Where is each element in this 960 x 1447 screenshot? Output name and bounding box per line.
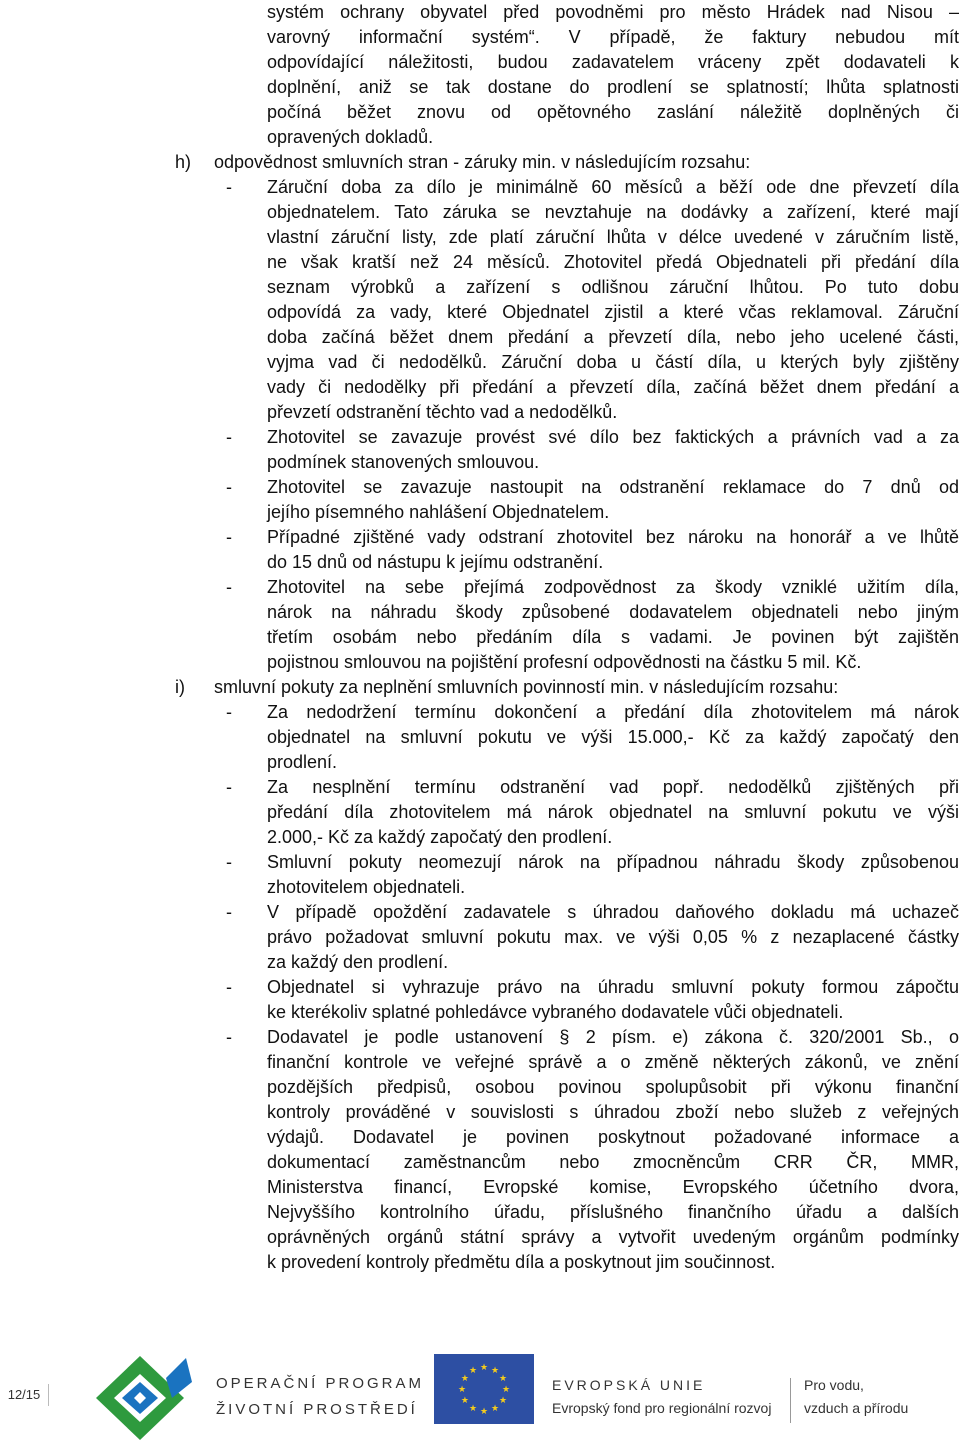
list-item-line: dokumentací zaměstnancům nebo zmocněncům CRR ČR, MMR,: [267, 1152, 959, 1172]
list-item-line: oprávněných orgánů státní správy a vytvořit uvedeným orgánům podmínky: [267, 1227, 959, 1247]
list-item-line: Smluvní pokuty neomezují nárok na případnou náhradu škody způsobenou: [267, 852, 959, 872]
list-item-line: Případné zjištěné vady odstraní zhotovitel bez nároku na honorář a ve lhůtě: [267, 527, 959, 547]
list-item-line: Dodavatel je podle ustanovení § 2 písm. e) zákona č. 320/2001 Sb., o: [267, 1027, 959, 1047]
list-item-line: Zhotovitel se zavazuje provést své dílo bez faktických a právních vad a za: [267, 427, 959, 447]
list-item-line: převzetí odstranění těchto vad a nedodělků.: [267, 402, 618, 422]
list-bullet: -: [226, 177, 232, 197]
list-item-line: doba začíná běžet dnem předání a převzetí díla, nebo jeho ucelené části,: [267, 327, 959, 347]
paragraph-line: varovný informační systém“. V případě, že faktury nebudou mít: [267, 27, 959, 47]
eu-star-icon: ★: [490, 1364, 500, 1375]
section-heading: odpovědnost smluvních stran - záruky min. v následujícím rozsahu:: [214, 152, 751, 172]
list-item-line: jejího písemného nahlášení Objednatelem.: [267, 502, 610, 522]
list-item-line: objednatel na smluvní pokutu ve výši 15.000,- Kč za každý započatý den: [267, 727, 959, 747]
list-item-line: do 15 dnů od nástupu k jejímu odstranění.: [267, 552, 604, 572]
eu-star-icon: ★: [479, 1406, 489, 1416]
section-marker: h): [175, 152, 192, 172]
eu-star-icon: ★: [468, 1364, 478, 1375]
paragraph-line: opravených dokladů.: [267, 127, 434, 147]
list-item-line: předání díla zhotovitelem má nárok objednatel na smluvní pokutu ve výši: [267, 802, 959, 822]
list-item-line: ke kterékoliv splatné pohledávce vybraného dodavatele vůči objednateli.: [267, 1002, 844, 1022]
list-item-line: seznam výrobků a zařízení s odlišnou záruční lhůtou. Po tuto dobu: [267, 277, 959, 297]
list-item-line: pojistnou smlouvou na pojištění profesní odpovědnosti na částku 5 mil. Kč.: [267, 652, 862, 672]
slogan-line2: vzduch a přírodu: [804, 1400, 909, 1416]
list-item-line: vlastní záruční listy, zde platí záruční lhůta v délce uvedené v záručním listě,: [267, 227, 959, 247]
paragraph-line: doplnění, aniž se tak dostane do prodlení se splatností; lhůta splatnosti: [267, 77, 959, 97]
op-zp-logo-icon: [84, 1352, 196, 1442]
list-item-line: zhotovitelem objednateli.: [267, 877, 466, 897]
paragraph-line: systém ochrany obyvatel před povodněmi pro město Hrádek nad Nisou –: [267, 2, 959, 22]
list-item-line: 2.000,- Kč za každý započatý den prodlení.: [267, 827, 613, 847]
list-bullet: -: [226, 852, 232, 872]
page-footer: [0, 1340, 960, 1447]
list-item-line: Nejvyššího kontrolního úřadu, příslušného finančního úřadu a dalších: [267, 1202, 959, 1222]
list-item-line: k provedení kontroly předmětu díla a poskytnout jim součinnost.: [267, 1252, 776, 1272]
list-item-line: finanční kontrole ve veřejné správě a o změně některých zákonů, ve znění: [267, 1052, 959, 1072]
list-bullet: -: [226, 702, 232, 722]
list-item-line: Za nedodržení termínu dokončení a předání díla zhotovitelem má nárok: [267, 702, 959, 722]
paragraph-line: odpovídající náležitosti, budou zadavatelem vráceny zpět dodavateli k: [267, 52, 959, 72]
slogan-line1: Pro vodu,: [804, 1377, 864, 1393]
eu-star-icon: ★: [479, 1362, 489, 1372]
list-bullet: -: [226, 527, 232, 547]
list-item-line: podmínek stanovených smlouvou.: [267, 452, 540, 472]
list-bullet: -: [226, 427, 232, 447]
list-item-line: právo požadovat smluvní pokutu max. ve výši 0,05 % z nezaplacené částky: [267, 927, 959, 947]
list-bullet: -: [226, 477, 232, 497]
page-number: 12/15: [0, 1384, 49, 1406]
list-item-line: objednatelem. Tato záruka se nevztahuje na dodávky a zařízení, které mají: [267, 202, 959, 222]
list-item-line: Zhotovitel se zavazuje nastoupit na odstranění reklamace do 7 dnů od: [267, 477, 959, 497]
list-item-line: Záruční doba za dílo je minimálně 60 měsíců a běží ode dne převzetí díla: [267, 177, 959, 197]
list-item-line: Za nesplnění termínu odstranění vad popř. nedodělků zjištěných při: [267, 777, 959, 797]
list-item-line: nárok na náhradu škody způsobené dodavatelem objednateli nebo jiným: [267, 602, 959, 622]
list-item-line: prodlení.: [267, 752, 338, 772]
eu-star-icon: ★: [468, 1403, 478, 1414]
eu-star-icon: ★: [490, 1403, 500, 1414]
eu-star-icon: ★: [460, 1373, 469, 1383]
list-item-line: třetím osobám nebo předáním díla s vadami. Je povinen být zajištěn: [267, 627, 959, 647]
eu-title: EVROPSKÁ UNIE: [552, 1377, 706, 1393]
list-item-line: V případě opoždění zadavatele s úhradou daňového dokladu má uchazeč: [267, 902, 959, 922]
footer-divider: [790, 1378, 791, 1423]
list-bullet: -: [226, 777, 232, 797]
list-bullet: -: [226, 1027, 232, 1047]
op-title-line2: ŽIVOTNÍ PROSTŘEDÍ: [216, 1401, 418, 1418]
list-item-line: za každý den prodlení.: [267, 952, 449, 972]
list-item-line: kontroly prováděné v souvislosti s úhradou zboží nebo služeb z veřejných: [267, 1102, 959, 1122]
eu-star-icon: ★: [457, 1384, 467, 1394]
list-item-line: vyjma vad či nedodělků. Záruční doba u částí díla, u kterých byly zjištěny: [267, 352, 959, 372]
list-bullet: -: [226, 577, 232, 597]
list-bullet: -: [226, 977, 232, 997]
list-item-line: odpovídá za vady, které Objednatel zjistil a které včas reklamoval. Záruční: [267, 302, 959, 322]
eu-flag-icon: [434, 1354, 534, 1424]
eu-star-icon: ★: [499, 1395, 508, 1405]
list-item-line: Zhotovitel na sebe přejímá zodpovědnost za škody vzniklé užitím díla,: [267, 577, 959, 597]
eu-subtitle: Evropský fond pro regionální rozvoj: [552, 1400, 772, 1416]
list-item-line: Objednatel si vyhrazuje právo na úhradu smluvní pokuty formou zápočtu: [267, 977, 959, 997]
eu-star-icon: ★: [460, 1395, 469, 1405]
section-marker: i): [175, 677, 185, 697]
list-item-line: Ministerstva financí, Evropské komise, Evropského účetního dvora,: [267, 1177, 959, 1197]
eu-star-icon: ★: [499, 1373, 508, 1383]
list-item-line: ne však kratší než 24 měsíců. Zhotovitel předá Objednateli při předání díla: [267, 252, 959, 272]
list-bullet: -: [226, 902, 232, 922]
list-item-line: pozdějších předpisů, osobou povinou spolupůsobit při výkonu finanční: [267, 1077, 959, 1097]
section-heading: smluvní pokuty za neplnění smluvních povinností min. v následujícím rozsahu:: [214, 677, 839, 697]
op-title-line1: OPERAČNÍ PROGRAM: [216, 1375, 425, 1392]
list-item-line: výdajů. Dodavatel je povinen poskytnout požadované informace a: [267, 1127, 959, 1147]
eu-star-icon: ★: [501, 1384, 511, 1394]
paragraph-line: počíná běžet znovu od opětovného zaslání náležitě doplněných či: [267, 102, 959, 122]
list-item-line: vady či nedodělky při předání a převzetí díla, začíná běžet dnem předání a: [267, 377, 959, 397]
